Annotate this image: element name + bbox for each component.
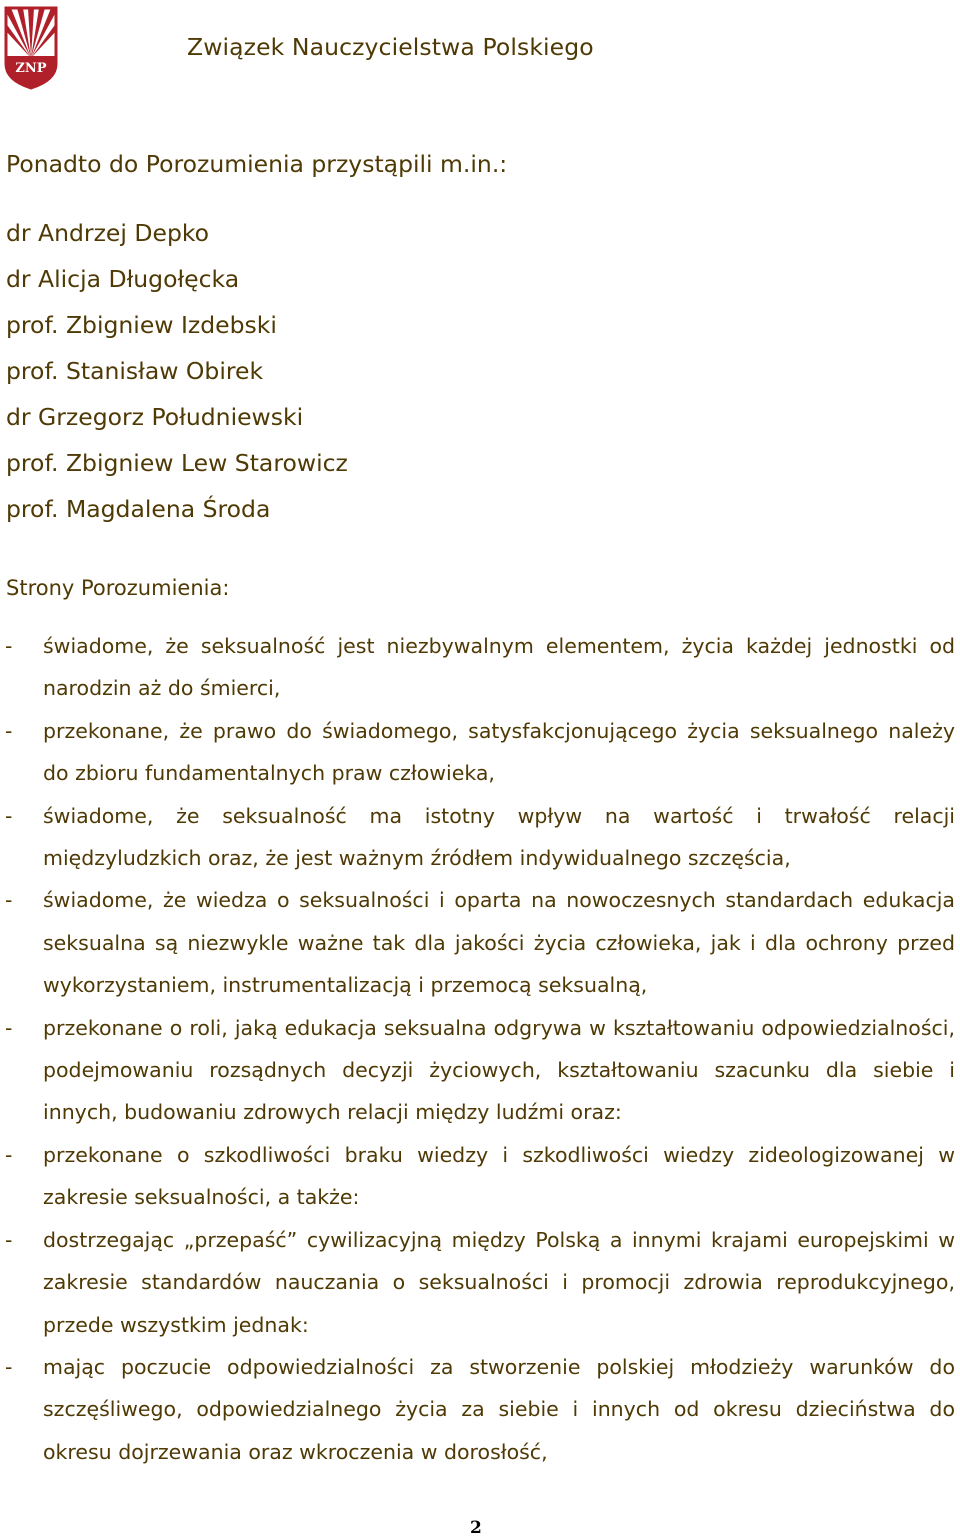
signatory: dr Andrzej Depko bbox=[6, 219, 210, 247]
point-text: przekonane o szkodliwości braku wiedzy i szkodliwości wiedzy zideologizowanej w zakresie seksualności, a także: bbox=[43, 1142, 955, 1210]
bullet-dash: - bbox=[5, 718, 13, 743]
point-text: świadome, że wiedza o seksualności i oparta na nowoczesnych standardach edukacja seksualna są niezwykle ważne tak dla jakości życia człowieka, jak i dla ochrony przed wykorzystaniem, instrumentalizacją i przemocą seksualną, bbox=[43, 888, 955, 998]
bullet-dash: - bbox=[5, 1354, 13, 1379]
point-text: przekonane, że prawo do świadomego, satysfakcjonującego życia seksualnego należy do zbioru fundamentalnych praw człowieka, bbox=[43, 718, 955, 786]
bullet-dash: - bbox=[5, 888, 13, 913]
agreement-point bbox=[0, 1134, 955, 1219]
logo-text: ZNP bbox=[15, 61, 47, 76]
agreement-points bbox=[0, 625, 960, 1473]
signatory: dr Grzegorz Południewski bbox=[6, 403, 304, 431]
organization-name: Związek Nauczycielstwa Polskiego bbox=[187, 33, 594, 61]
bullet-dash: - bbox=[5, 1142, 13, 1167]
agreement-point bbox=[0, 1007, 955, 1134]
intro-sentence: Ponadto do Porozumienia przystąpili m.in.: bbox=[6, 150, 508, 178]
point-text: mając poczucie odpowiedzialności za stworzenie polskiej młodzieży warunków do szczęśliwego, odpowiedzialnego życia za siebie i innych od okresu dzieciństwa do okresu dojrzewania oraz wkroczenia w dorosłość, bbox=[43, 1354, 955, 1464]
point-text: przekonane o roli, jaką edukacja seksualna odgrywa w kształtowaniu odpowiedzialności, podejmowaniu rozsądnych decyzji życiowych, kształtowaniu szacunku dla siebie i innych, budowaniu zdrowych relacji między ludźmi oraz: bbox=[43, 1015, 955, 1125]
agreement-point bbox=[0, 1346, 955, 1473]
agreement-point bbox=[0, 879, 955, 1006]
signatory: prof. Stanisław Obirek bbox=[6, 357, 264, 385]
agreement-point bbox=[0, 795, 955, 880]
bullet-dash: - bbox=[5, 803, 13, 828]
page-header bbox=[0, 0, 960, 95]
signatory: prof. Zbigniew Lew Starowicz bbox=[6, 449, 348, 477]
signatory: dr Alicja Długołęcka bbox=[6, 265, 240, 293]
point-text: świadome, że seksualność ma istotny wpływ na wartość i trwałość relacji międzyludzkich oraz, że jest ważnym źródłem indywidualnego szczęścia, bbox=[43, 803, 955, 871]
point-text: świadome, że seksualność jest niezbywalnym elementem, życia każdej jednostki od narodzin aż do śmierci, bbox=[43, 634, 955, 701]
znp-logo bbox=[3, 6, 59, 90]
signatory: prof. Magdalena Środa bbox=[6, 495, 271, 523]
bullet-dash: - bbox=[5, 634, 13, 658]
page-number: 2 bbox=[470, 1518, 482, 1538]
bullet-dash: - bbox=[5, 1227, 13, 1252]
point-text: dostrzegając „przepaść” cywilizacyjną między Polską a innymi krajami europejskimi w zakresie standardów nauczania o seksualności i promocji zdrowia reprodukcyjnego, przede wszystkim jednak: bbox=[43, 1227, 955, 1337]
agreement-point bbox=[0, 625, 955, 710]
bullet-dash: - bbox=[5, 1015, 13, 1040]
agreement-point bbox=[0, 710, 955, 795]
parties-heading: Strony Porozumienia: bbox=[6, 576, 230, 600]
agreement-point bbox=[0, 1219, 955, 1346]
signatories-list bbox=[6, 210, 348, 532]
signatory: prof. Zbigniew Izdebski bbox=[6, 311, 277, 339]
